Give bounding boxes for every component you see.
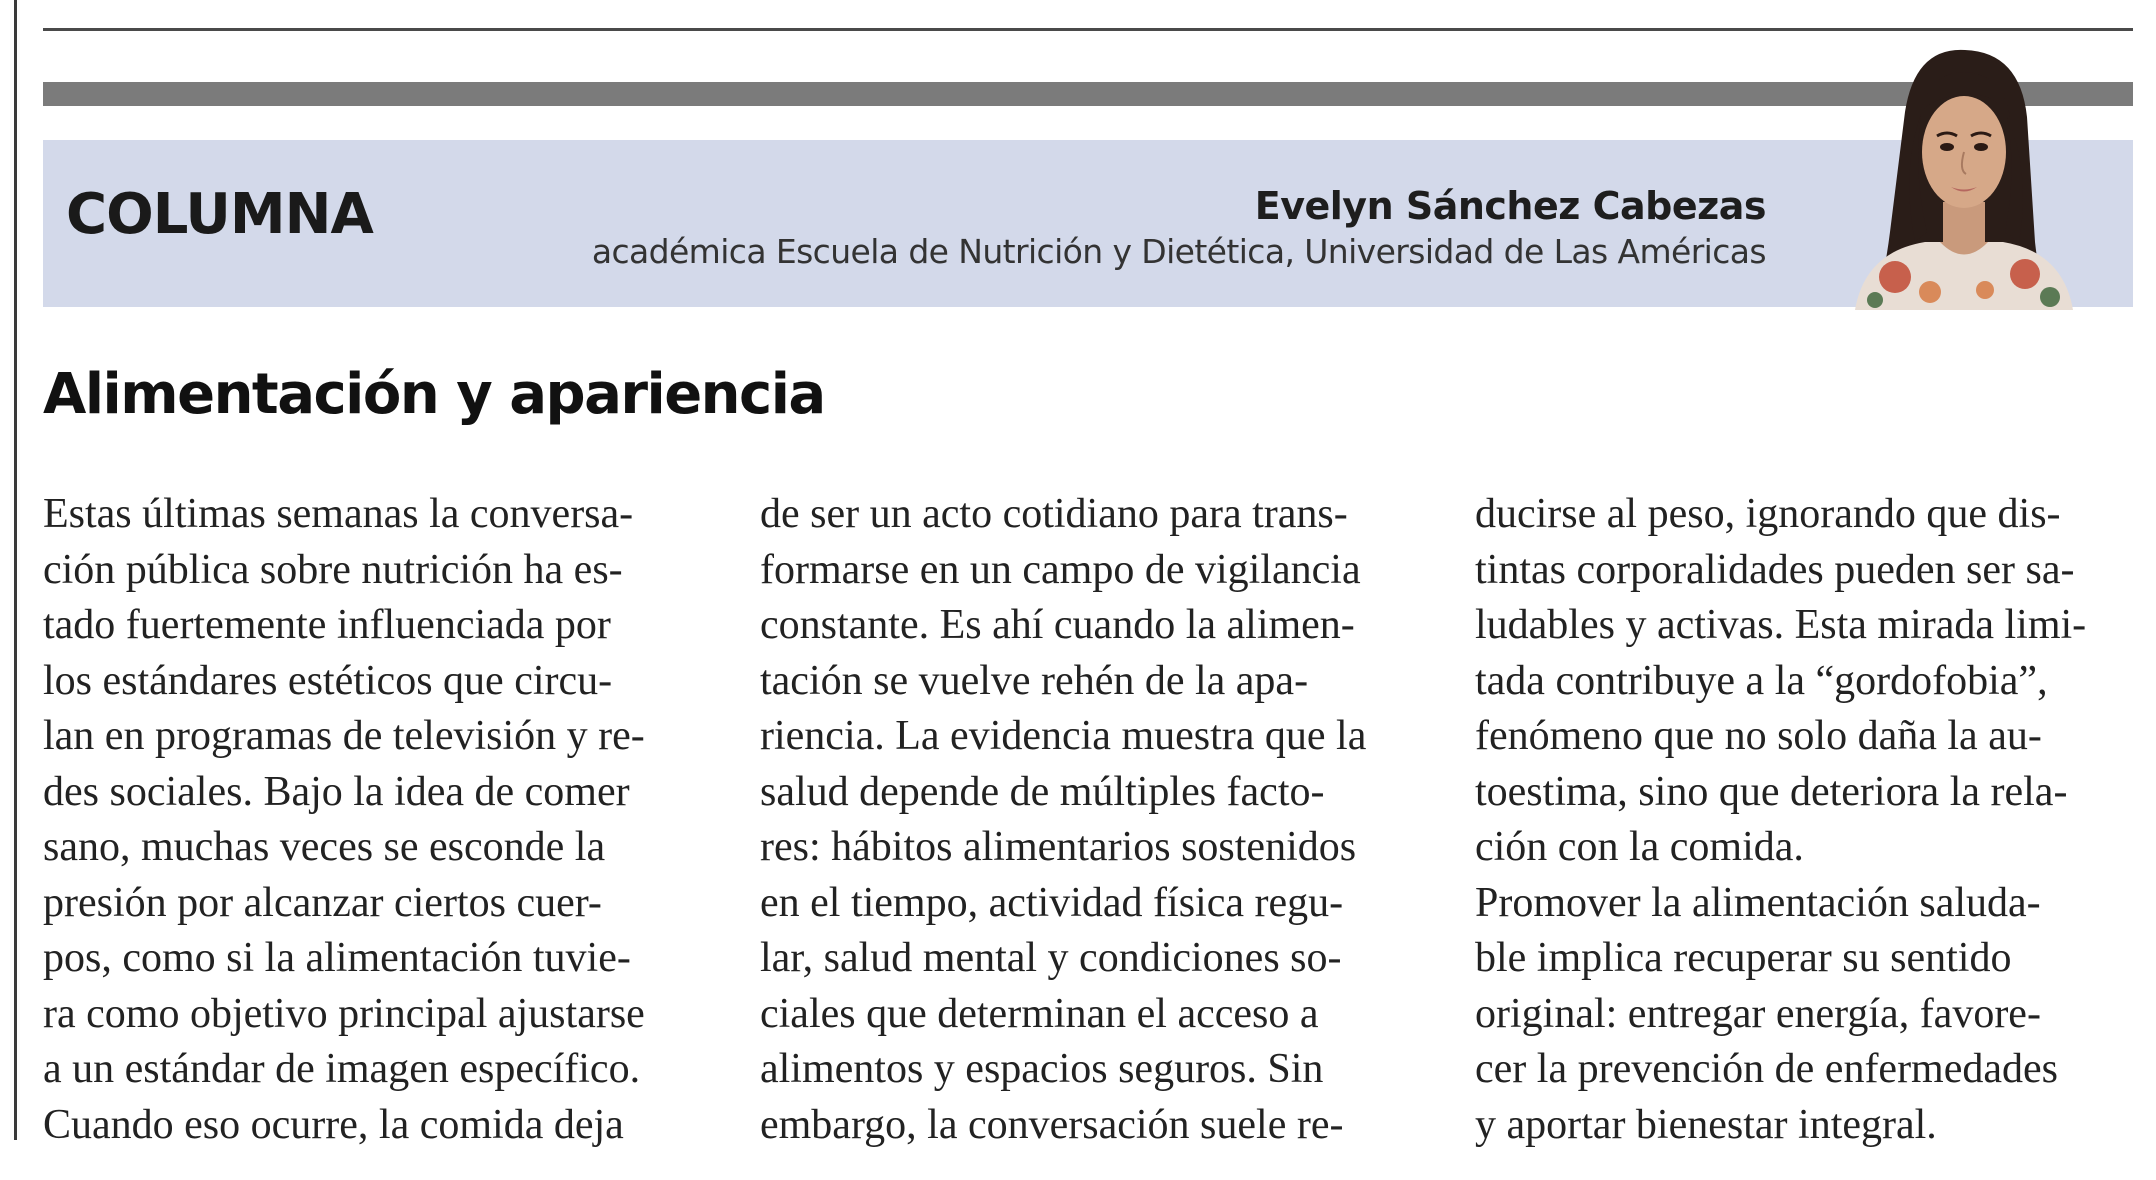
text-line: ble implica recuperar su sentido (1475, 935, 2012, 981)
text-line: en el tiempo, actividad física regu- (760, 879, 1344, 926)
author-name: Evelyn Sánchez Cabezas (1254, 184, 1766, 228)
text-line: salud depende de múltiples facto- (760, 768, 1325, 815)
text-line: original: entregar energía, favore- (1475, 990, 2041, 1037)
text-line: sano, muchas veces se esconde la (43, 824, 606, 870)
article-title: Alimentación y apariencia (43, 362, 825, 427)
text-line: Cuando eso ocurre, la comida deja (43, 1101, 624, 1148)
text-line: embargo, la conversación suele re- (760, 1101, 1344, 1148)
text-line: fenómeno que no solo daña la au- (1475, 713, 2042, 759)
text-line: cer la prevención de enfermedades (1475, 1046, 2058, 1092)
text-line: toestima, sino que deteriora la rela- (1475, 768, 2068, 815)
text-line: riencia. La evidencia muestra que la (760, 713, 1367, 759)
text-line: lan en programas de televisión y re- (43, 713, 645, 759)
section-label: COLUMNA (66, 182, 373, 247)
text-line: constante. Es ahí cuando la alimen- (760, 602, 1355, 648)
article-column-1 (43, 487, 723, 1153)
text-line: de ser un acto cotidiano para trans- (760, 491, 1348, 537)
text-line: a un estándar de imagen específico. (43, 1046, 641, 1092)
author-photo (1835, 42, 2090, 310)
text-line: y aportar bienestar integral. (1475, 1101, 1937, 1148)
text-line: presión por alcanzar ciertos cuer- (43, 879, 602, 926)
text-line: Estas últimas semanas la conversa- (43, 491, 634, 537)
text-line: formarse en un campo de vigilancia (760, 546, 1361, 593)
text-line: tada contribuye a la “gordofobia”, (1475, 657, 2048, 704)
left-margin-rule (14, 0, 17, 1140)
article-column-2 (760, 487, 1440, 1153)
text-line: des sociales. Bajo la idea de comer (43, 768, 630, 815)
text-line: tado fuertemente influenciada por (43, 602, 611, 648)
article-column-3 (1475, 487, 2155, 1153)
text-line: lar, salud mental y condiciones so- (760, 935, 1342, 981)
text-line: ción con la comida. (1475, 824, 1804, 870)
top-rule (43, 28, 2133, 31)
text-line: ciales que determinan el acceso a (760, 990, 1319, 1037)
text-line: ra como objetivo principal ajustarse (43, 990, 645, 1037)
text-line: tación se vuelve rehén de la apa- (760, 657, 1309, 704)
author-portrait-icon (1835, 42, 2090, 310)
text-line: tintas corporalidades pueden ser sa- (1475, 546, 2075, 593)
text-line: ducirse al peso, ignorando que dis- (1475, 491, 2061, 537)
text-line: los estándares estéticos que circu- (43, 657, 613, 704)
author-role: académica Escuela de Nutrición y Dietética, Universidad de Las Américas (591, 232, 1766, 271)
grey-rule-bar (43, 82, 2133, 106)
text-line: ción pública sobre nutrición ha es- (43, 546, 623, 593)
text-line: Promover la alimentación saluda- (1475, 879, 2041, 926)
text-line: alimentos y espacios seguros. Sin (760, 1046, 1324, 1092)
text-line: res: hábitos alimentarios sostenidos (760, 824, 1357, 870)
text-line: ludables y activas. Esta mirada limi- (1475, 602, 2087, 648)
text-line: pos, como si la alimentación tuvie- (43, 935, 631, 981)
